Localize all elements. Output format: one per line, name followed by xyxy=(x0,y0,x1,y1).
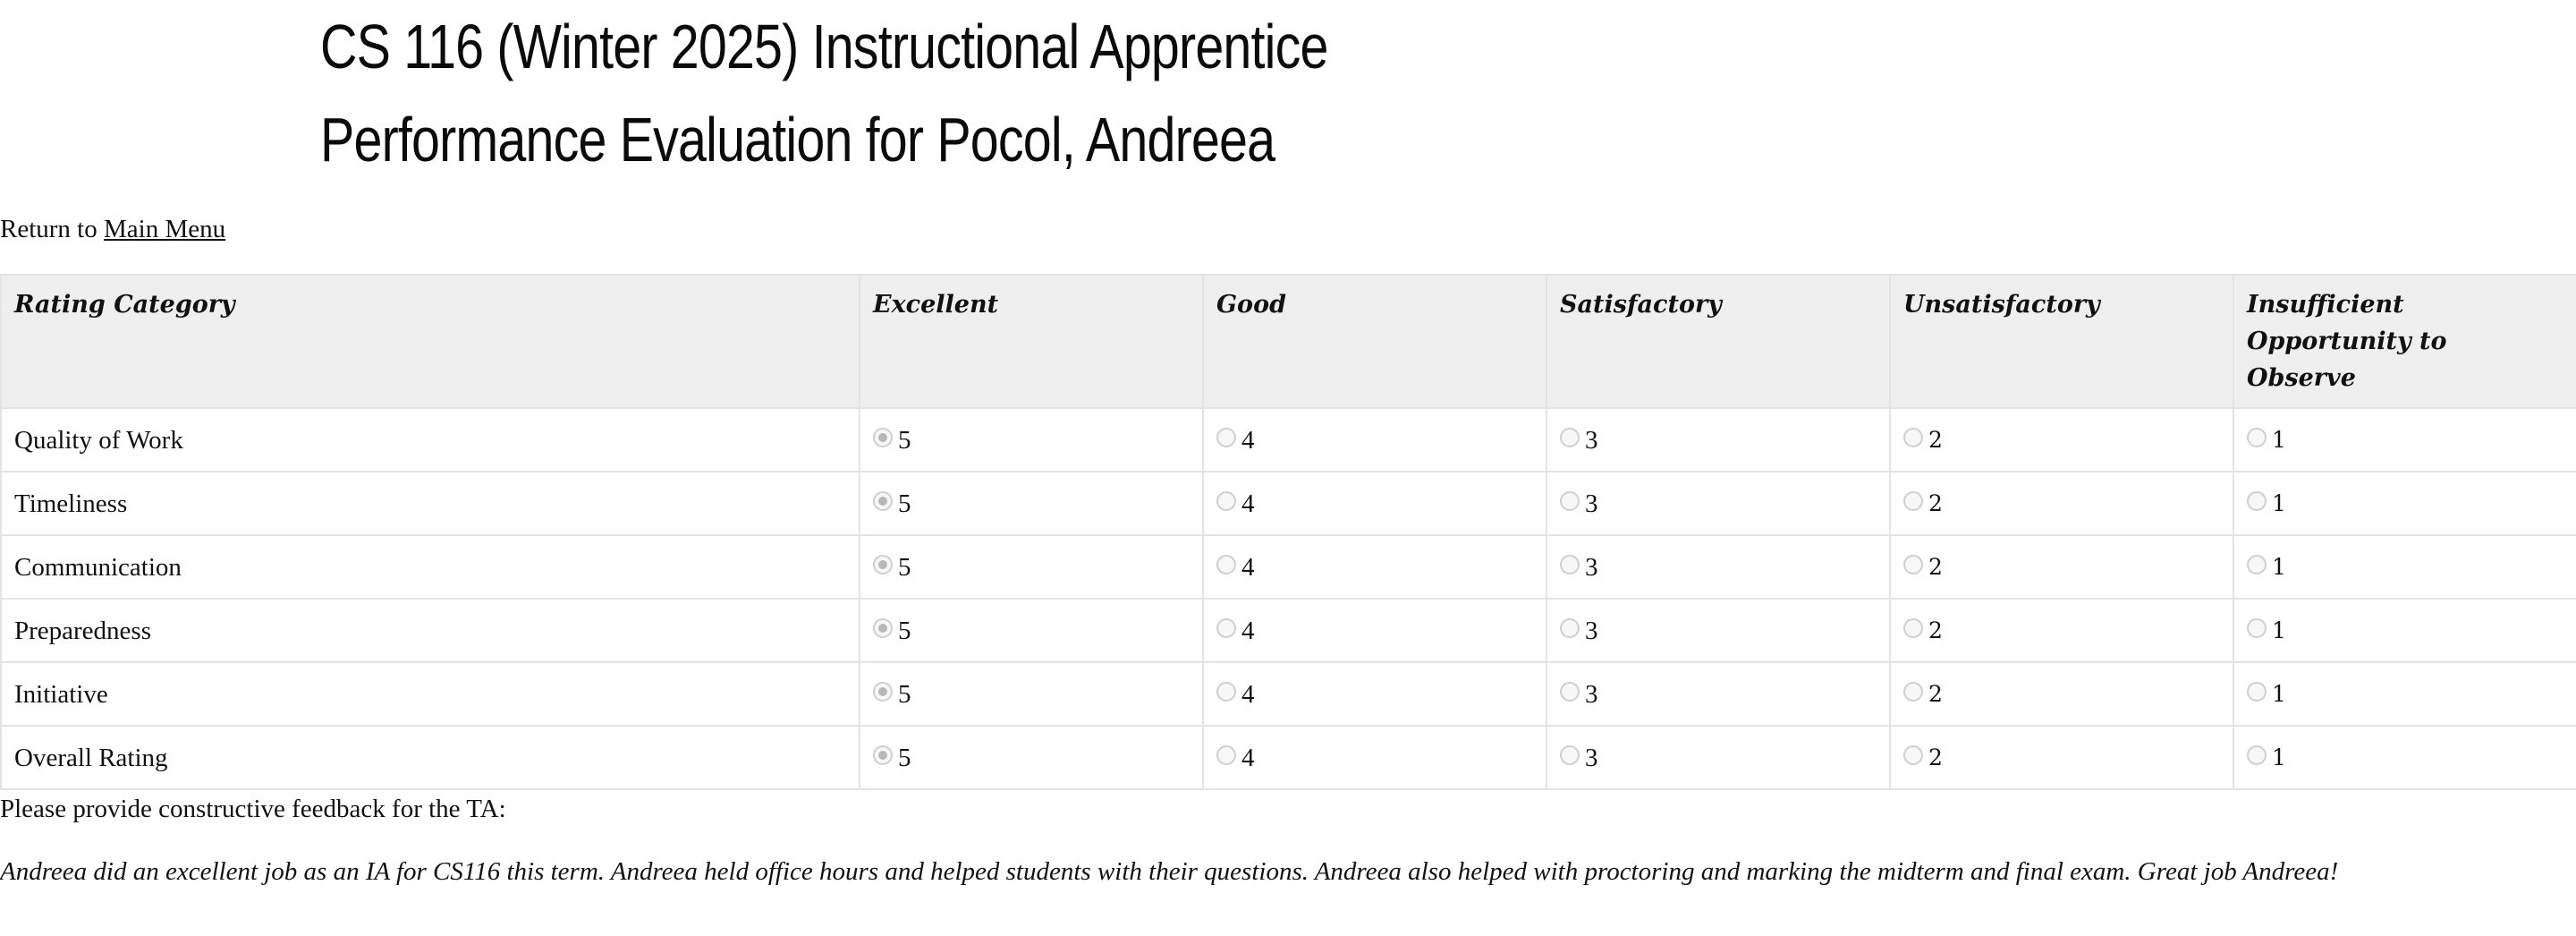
rating-radio-button[interactable] xyxy=(1216,491,1236,511)
rating-option-excellent[interactable] xyxy=(873,676,911,712)
rating-option-value: 1 xyxy=(2272,617,2286,643)
rating-option-value: 3 xyxy=(1585,617,1598,645)
rating-option-excellent[interactable] xyxy=(873,740,911,776)
rating-option-value: 5 xyxy=(898,617,911,645)
rating-radio-button[interactable] xyxy=(1216,682,1236,702)
rating-option-satisfactory[interactable] xyxy=(1560,486,1598,522)
rating-option-value: 1 xyxy=(2272,745,2286,770)
rating-radio-button[interactable] xyxy=(873,555,893,574)
rating-option-value: 5 xyxy=(898,553,911,582)
header-excellent: Excellent xyxy=(860,275,1203,408)
rating-cell-good xyxy=(1203,472,1546,535)
rating-option-good[interactable] xyxy=(1216,676,1255,712)
rating-radio-button[interactable] xyxy=(1903,555,1923,574)
rating-option-value: 3 xyxy=(1585,680,1598,709)
rating-option-unsatisfactory[interactable] xyxy=(1903,486,1943,522)
return-navigation xyxy=(0,211,225,247)
rating-cell-good xyxy=(1203,535,1546,599)
rating-cell-insufficient xyxy=(2233,726,2576,789)
rating-cell-excellent xyxy=(860,535,1203,599)
rating-cell-good xyxy=(1203,726,1546,789)
rating-radio-button[interactable] xyxy=(2247,428,2267,447)
rating-row xyxy=(1,599,2576,662)
rating-cell-unsatisfactory xyxy=(1890,472,2233,535)
rating-radio-button[interactable] xyxy=(873,491,893,511)
rating-radio-button[interactable] xyxy=(1560,682,1580,702)
rating-radio-button[interactable] xyxy=(1560,555,1580,574)
ratings-header-row xyxy=(1,275,2576,408)
rating-radio-button[interactable] xyxy=(1216,745,1236,765)
rating-radio-button[interactable] xyxy=(1560,491,1580,511)
rating-cell-good xyxy=(1203,408,1546,472)
rating-option-value: 1 xyxy=(2272,554,2286,580)
rating-cell-excellent xyxy=(860,408,1203,472)
rating-row xyxy=(1,726,2576,789)
page-header xyxy=(320,0,1549,186)
rating-cell-insufficient xyxy=(2233,472,2576,535)
rating-option-value: 3 xyxy=(1585,489,1598,518)
rating-option-value: 2 xyxy=(1928,745,1943,770)
rating-option-insufficient[interactable] xyxy=(2247,486,2286,522)
rating-option-insufficient[interactable] xyxy=(2247,613,2286,649)
rating-radio-button[interactable] xyxy=(1903,682,1923,702)
header-satisfactory: Satisfactory xyxy=(1546,275,1890,408)
rating-cell-unsatisfactory xyxy=(1890,535,2233,599)
rating-option-excellent[interactable] xyxy=(873,613,911,649)
rating-radio-button[interactable] xyxy=(1560,745,1580,765)
header-good: Good xyxy=(1203,275,1546,408)
rating-option-value: 1 xyxy=(2272,490,2286,516)
rating-cell-excellent xyxy=(860,726,1203,789)
rating-category-label: Initiative xyxy=(1,662,860,726)
rating-cell-satisfactory xyxy=(1546,599,1890,662)
rating-category-label: Overall Rating xyxy=(1,726,860,789)
rating-option-unsatisfactory[interactable] xyxy=(1903,613,1943,649)
rating-radio-button[interactable] xyxy=(1216,555,1236,574)
rating-option-value: 2 xyxy=(1928,617,1943,643)
rating-option-value: 2 xyxy=(1928,490,1943,516)
rating-radio-button[interactable] xyxy=(2247,745,2267,765)
rating-option-value: 4 xyxy=(1241,426,1255,455)
rating-radio-button[interactable] xyxy=(2247,682,2267,702)
rating-radio-button[interactable] xyxy=(1216,428,1236,447)
rating-cell-satisfactory xyxy=(1546,662,1890,726)
rating-option-good[interactable] xyxy=(1216,422,1255,458)
rating-cell-satisfactory xyxy=(1546,726,1890,789)
rating-cell-insufficient xyxy=(2233,662,2576,726)
rating-option-value: 2 xyxy=(1928,554,1943,580)
rating-option-satisfactory[interactable] xyxy=(1560,613,1598,649)
rating-category-label: Preparedness xyxy=(1,599,860,662)
rating-option-good[interactable] xyxy=(1216,613,1255,649)
rating-row xyxy=(1,472,2576,535)
rating-radio-button[interactable] xyxy=(2247,491,2267,511)
rating-radio-button[interactable] xyxy=(873,618,893,638)
rating-cell-insufficient xyxy=(2233,408,2576,472)
rating-radio-button[interactable] xyxy=(873,682,893,702)
rating-category-label: Communication xyxy=(1,535,860,599)
rating-cell-insufficient xyxy=(2233,535,2576,599)
rating-option-insufficient[interactable] xyxy=(2247,676,2286,712)
rating-option-insufficient[interactable] xyxy=(2247,549,2286,585)
rating-row xyxy=(1,535,2576,599)
rating-row xyxy=(1,408,2576,472)
rating-radio-button[interactable] xyxy=(1560,428,1580,447)
main-menu-link[interactable]: Main Menu xyxy=(104,215,226,243)
rating-option-value: 3 xyxy=(1585,426,1598,455)
rating-option-unsatisfactory[interactable] xyxy=(1903,740,1943,776)
rating-radio-button[interactable] xyxy=(1903,428,1923,447)
rating-option-value: 4 xyxy=(1241,680,1255,709)
rating-cell-good xyxy=(1203,662,1546,726)
rating-radio-button[interactable] xyxy=(2247,618,2267,638)
rating-option-satisfactory[interactable] xyxy=(1560,740,1598,776)
header-insufficient-opportunity: Insufficient Opportunity to Observe xyxy=(2233,275,2576,408)
rating-option-good[interactable] xyxy=(1216,486,1255,522)
rating-cell-good xyxy=(1203,599,1546,662)
rating-option-value: 2 xyxy=(1928,681,1943,707)
return-prefix-text: Return to xyxy=(0,215,104,243)
rating-option-excellent[interactable] xyxy=(873,422,911,458)
ratings-table xyxy=(0,274,2576,790)
page-title-evaluation: Performance Evaluation for Pocol, Andreea xyxy=(320,105,1275,174)
rating-cell-satisfactory xyxy=(1546,408,1890,472)
rating-radio-button[interactable] xyxy=(1903,491,1923,511)
rating-option-value: 2 xyxy=(1928,427,1943,453)
rating-radio-button[interactable] xyxy=(1903,745,1923,765)
rating-option-value: 1 xyxy=(2272,681,2286,707)
rating-option-unsatisfactory[interactable] xyxy=(1903,676,1943,712)
rating-option-value: 4 xyxy=(1241,489,1255,518)
rating-cell-unsatisfactory xyxy=(1890,599,2233,662)
rating-radio-button[interactable] xyxy=(873,745,893,765)
rating-option-value: 5 xyxy=(898,489,911,518)
rating-option-value: 1 xyxy=(2272,427,2286,453)
rating-option-unsatisfactory[interactable] xyxy=(1903,549,1943,585)
rating-cell-unsatisfactory xyxy=(1890,726,2233,789)
rating-category-label: Quality of Work xyxy=(1,408,860,472)
rating-cell-unsatisfactory xyxy=(1890,408,2233,472)
rating-option-insufficient[interactable] xyxy=(2247,740,2286,776)
rating-option-value: 4 xyxy=(1241,553,1255,582)
rating-radio-button[interactable] xyxy=(873,428,893,447)
header-unsatisfactory: Unsatisfactory xyxy=(1890,275,2233,408)
rating-option-value: 5 xyxy=(898,680,911,709)
rating-radio-button[interactable] xyxy=(2247,555,2267,574)
rating-option-value: 4 xyxy=(1241,744,1255,772)
rating-row xyxy=(1,662,2576,726)
rating-option-value: 5 xyxy=(898,426,911,455)
rating-radio-button[interactable] xyxy=(1216,618,1236,638)
rating-option-excellent[interactable] xyxy=(873,549,911,585)
rating-option-value: 5 xyxy=(898,744,911,772)
rating-option-excellent[interactable] xyxy=(873,486,911,522)
rating-cell-excellent xyxy=(860,472,1203,535)
feedback-label: Please provide constructive feedback for the TA: xyxy=(0,795,506,823)
ratings-body xyxy=(1,408,2576,789)
rating-cell-satisfactory xyxy=(1546,472,1890,535)
header-rating-category: Rating Category xyxy=(1,275,860,408)
rating-option-unsatisfactory[interactable] xyxy=(1903,422,1943,458)
rating-option-satisfactory[interactable] xyxy=(1560,676,1598,712)
rating-option-satisfactory[interactable] xyxy=(1560,422,1598,458)
rating-category-label: Timeliness xyxy=(1,472,860,535)
rating-radio-button[interactable] xyxy=(1560,618,1580,638)
rating-option-value: 3 xyxy=(1585,553,1598,582)
rating-option-satisfactory[interactable] xyxy=(1560,549,1598,585)
rating-cell-unsatisfactory xyxy=(1890,662,2233,726)
rating-cell-insufficient xyxy=(2233,599,2576,662)
rating-option-value: 4 xyxy=(1241,617,1255,645)
rating-option-good[interactable] xyxy=(1216,549,1255,585)
rating-cell-excellent xyxy=(860,662,1203,726)
rating-option-insufficient[interactable] xyxy=(2247,422,2286,458)
rating-cell-satisfactory xyxy=(1546,535,1890,599)
rating-option-value: 3 xyxy=(1585,744,1598,772)
page-title-course: CS 116 (Winter 2025) Instructional Apprentice xyxy=(320,12,1328,81)
feedback-text: Andreea did an excellent job as an IA for CS116 this term. Andreea held office hours and helped students with their questions. Andreea also helped with proctoring and marking the midterm and final exam. Great job Andreea! xyxy=(0,857,2339,886)
rating-option-good[interactable] xyxy=(1216,740,1255,776)
rating-cell-excellent xyxy=(860,599,1203,662)
rating-radio-button[interactable] xyxy=(1903,618,1923,638)
